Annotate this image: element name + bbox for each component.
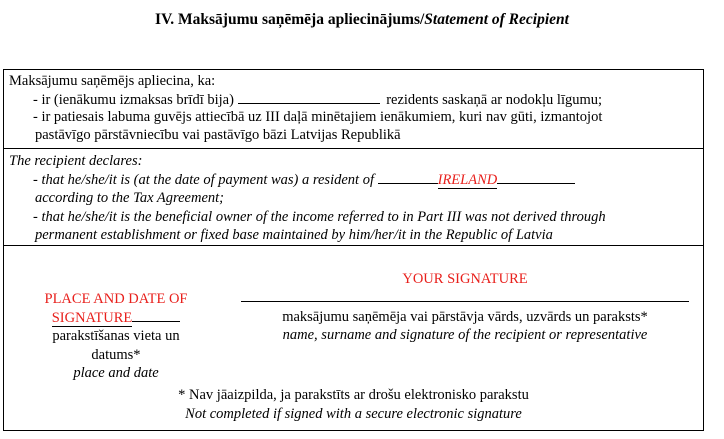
signature-label-lv: maksājumu saņēmēja vai pārstāvja vārds, uzvārds un paraksts* [282,308,648,325]
place-date-underline [132,309,180,322]
statement-table [3,69,704,431]
english-item-owner-line2: permanent establishment or fixed base maintained by him/her/it in the Republic of Latvia [35,227,553,243]
english-item-resident [9,171,698,190]
latvian-declaration [4,70,703,149]
signature-block [240,270,690,345]
footnote [4,386,703,423]
signature-value[interactable]: YOUR SIGNATURE [402,271,528,287]
signature-label-en: name, surname and signature of the recipient or representative [282,327,648,343]
latvian-item-owner-line2: pastāvīgo pārstāvniecību vai pastāvīgo bāzi Latvijas Republikā [35,126,401,143]
place-date-label-lv-line2: datums* [91,346,141,363]
latvian-intro: Maksājumu saņēmējs apliecina, ka: [9,73,216,89]
signature-section [4,246,703,430]
english-intro: The recipient declares: [9,153,143,169]
footnote-lv: * Nav jāaizpilda, ja parakstīts ar drošu elektronisko parakstu [178,387,529,403]
latvian-item-owner-line1: - ir patiesais labuma guvējs attiecībā uz III daļā minētajiem ienākumiem, kuri nav gūti, izmantojot [33,109,603,125]
latvian-item-resident-before: - ir (ienākumu izmaksas brīdī bija) [33,91,234,108]
english-item-resident-line2: according to the Tax Agreement; [35,190,225,206]
country-field-underline-left [378,171,438,184]
section-title-english: Statement of Recipient [424,11,569,28]
place-date-value-line1[interactable]: PLACE AND DATE OF [44,291,188,307]
english-item-resident-before: - that he/she/it is (at the date of payment was) a resident of [33,171,374,188]
signature-line[interactable] [241,295,689,302]
english-declaration [4,149,703,246]
place-date-block [4,290,228,383]
latvian-item-resident [9,91,698,110]
place-date-label-lv-line1: parakstīšanas vieta un [52,328,180,344]
latvian-item-resident-after: rezidents saskaņā ar nodokļu līgumu; [386,91,603,108]
place-date-value-line2[interactable] [4,309,228,328]
section-title [0,11,724,29]
english-item-owner-line1: - that he/she/it is the beneficial owner of the income referred to in Part III was not derived through [33,208,606,225]
footnote-en: Not completed if signed with a secure electronic signature [185,405,522,422]
resident-country-field-lv[interactable] [238,91,380,104]
country-field-underline-right [497,171,575,184]
place-date-label-en: place and date [73,365,159,381]
place-date-value-text: SIGNATURE [51,309,133,326]
section-title-main: IV. Maksājumu saņēmēja apliecinājums/ [155,11,425,28]
country-field-value[interactable]: IRELAND [437,171,498,188]
